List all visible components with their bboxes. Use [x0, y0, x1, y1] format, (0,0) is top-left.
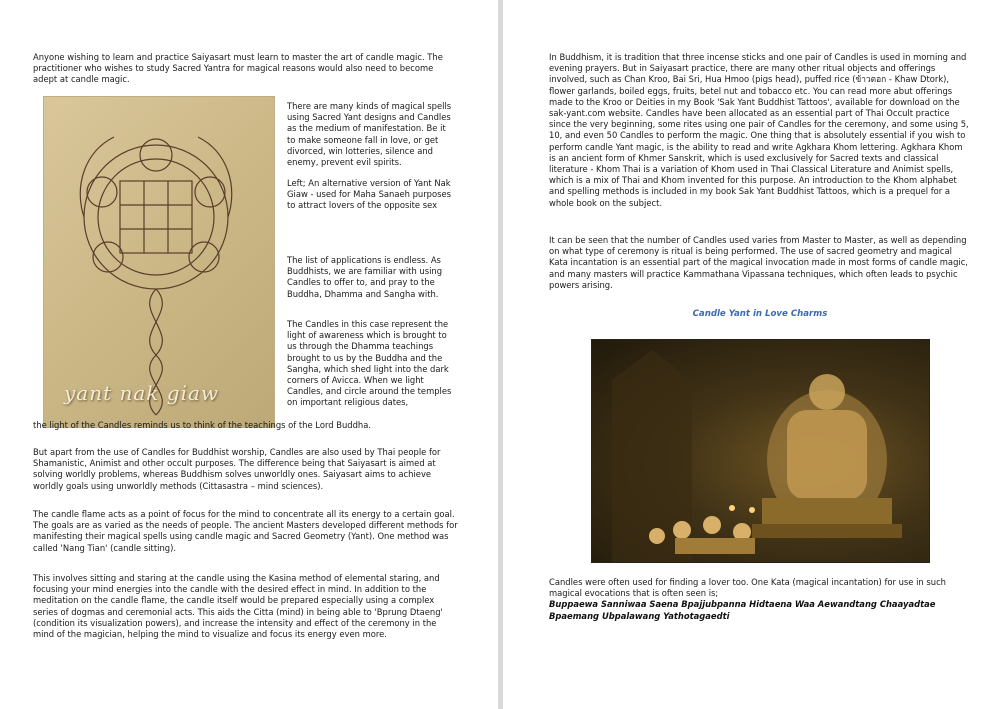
- yant-image-label: yant nak giaw: [64, 381, 220, 405]
- buddhism-paragraph: In Buddhism, it is tradition that three incense sticks and one pair of Candles is used in morning and evening prayers. But in Saiyasart practice, there are many other ritual objects and offerings involved, such as Chan Kroo, Bai Sri, Hua Hmoo (pigs head), puffed rice (ข้าวตอก - Khaw Dtork), flower garlands, boiled eggs, fruits, betel nut and tobacco etc. You can read more abut offerings made to the Kroo or Deities in my Book 'Sak Yant Buddhist Tattoos', available for download on the sak-yant.com website. Candles have been allocated as an essential part of Thai Occult practice since the very beginning, some rites using one pair of Candles for the ceremony, and some using 5, 10, and even 50 Candles to perform the magic. One thing that is absolutely essential if you wish to perform candle Yant magic, is the ability to read and write Agkhara Khom lettering. Agkhara Khom is an ancient form of Khmer Sanskrit, which is used exclusively for Sacred texts and classical literature - Khom Thai is a variation of Khom used in Thai Classical Literature and Animist spells, which is a mix of Thai and Khom invented for this purpose. An introduction to the Khom alphabet and spelling methods is included in my book Sak Yant Buddhist Tattoos, which is a prequel for a whole book on the subject.: [549, 52, 969, 208]
- right-page: [503, 0, 1005, 709]
- kata-incantation: Buppaewa Sanniwaa Saena Bpajjubpanna Hidtaena Waa Aewandtang Chaayadtae Bpaemang Ubpalawang Yathotagaedti: [549, 599, 936, 621]
- candle-sitting-paragraph: This involves sitting and staring at the candle using the Kasina method of elemental staring, and focusing your mind energies into the candle with the desired effect in mind. In addition to the meditation on the candle flame, the candle itself would be prepared especially using a complex series of dogmas and ceremonial acts. This aids the Citta (mind) in being able to 'Bprung Dtaeng' (condition its visualization powers), and increase the intensity and effect of the ceremony in the mind of the magician, helping the mind to visualize and focus its energy even more.: [33, 573, 443, 640]
- left-page: [0, 0, 498, 709]
- lover-paragraph: Candles were often used for finding a lover too. One Kata (magical incantation) for use in such magical evocations that is often seen is;: [549, 577, 946, 599]
- yant-nak-giaw-image: [44, 97, 274, 427]
- spells-paragraph: There are many kinds of magical spells using Sacred Yant designs and Candles as the medium of manifestation. Be it to make someone fall in love, or get divorced, win lotteries, silence and enemy, prevent evil spirits.: [287, 101, 452, 168]
- intro-paragraph: Anyone wishing to learn and practice Saiyasart must learn to master the art of candle magic. The practitioner who wishes to study Sacred Yantra for magical reasons would also need to become adept at candle magic.: [33, 52, 443, 85]
- figure-caption: Candle Yant in Love Charms: [692, 309, 828, 319]
- applications-paragraph: The list of applications is endless. As Buddhists, we are familiar with using Candles to offer to, and pray to the Buddha, Dhamma and Sangha with.: [287, 255, 443, 299]
- awareness-paragraph: The Candles in this case represent the light of awareness which is brought to us through the Dhamma teachings brought to us by the Buddha and the Sangha, which shed light into the dark corners of Avicca. When we light Candles, and circle around the temples on important religious dates,: [287, 319, 452, 408]
- candle-yant-temple-image: [592, 340, 929, 562]
- awareness-paragraph-continued: the light of the Candles reminds us to think of the teachings of the Lord Buddha.: [33, 420, 372, 430]
- candle-flame-paragraph: The candle flame acts as a point of focus for the mind to concentrate all its energy to a certain goal. The goals are as varied as the needs of people. The ancient Masters developed different methods for manifesting their magical spells using candle magic and Sacred Geometry (Yant). One method was called 'Nang Tian' (candle sitting).: [33, 509, 458, 553]
- worship-paragraph: But apart from the use of Candles for Buddhist worship, Candles are also used by Thai people for Shamanistic, Animist and other occult purposes. The difference being that Saiyasart is aimed at solving worldly problems, whereas Buddhism solves unworldly ones. Saiyasart aims to achieve worldly goals using unworldly methods (Cittasastra – mind sciences).: [33, 447, 441, 491]
- image-caption-paragraph: Left; An alternative version of Yant Nak Giaw - used for Maha Sanaeh purposes to attract lovers of the opposite sex: [287, 178, 451, 211]
- candle-count-paragraph: It can be seen that the number of Candles used varies from Master to Master, as well as depending on what type of ceremony is ritual is being performed. The use of sacred geometry and magical Kata incantation is an essential part of the magical invocation made in most forms of candle magic, and many masters will practice Kammathana Vipassana techniques, which often leads to psychic powers arising.: [549, 235, 968, 290]
